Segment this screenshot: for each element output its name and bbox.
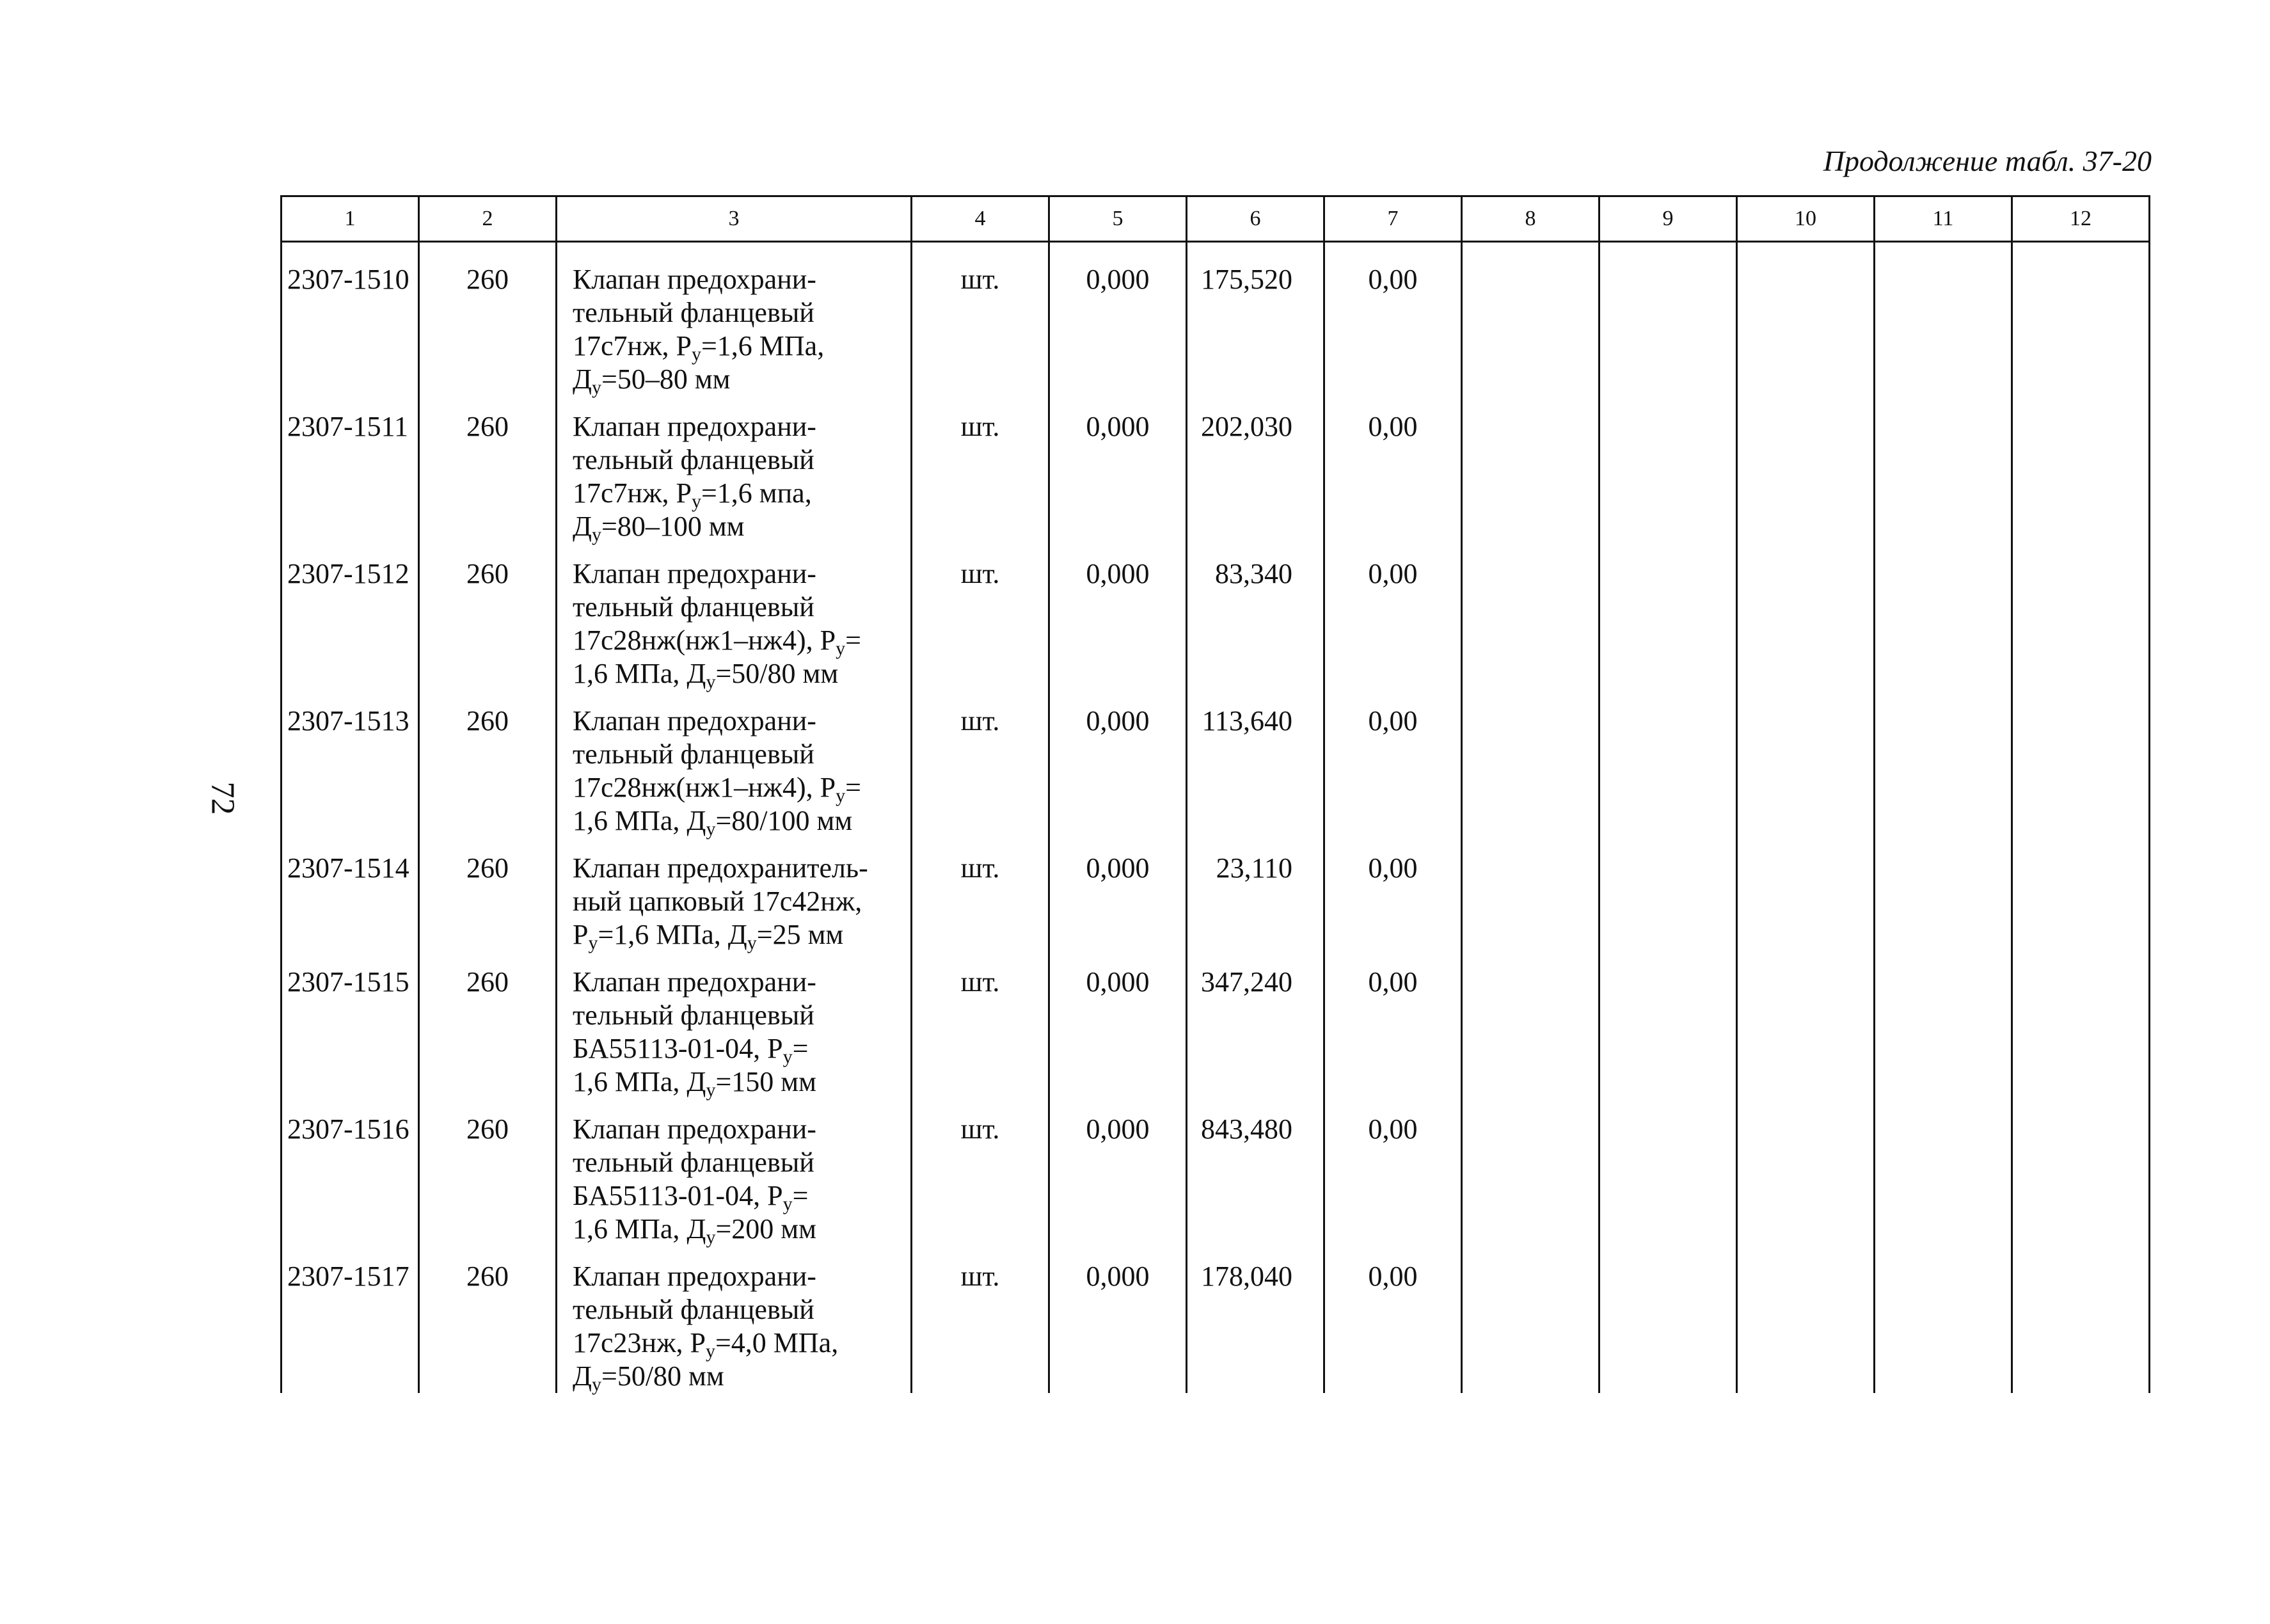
empty-cell-column-12 (2012, 1099, 2150, 1246)
empty-cell-column-11 (1875, 951, 2012, 1099)
description-text: Клапан предохрани- (573, 411, 816, 442)
empty-cell-column-12 (2012, 242, 2150, 397)
description-text: 17с23нж, Р (573, 1327, 706, 1358)
item-group-number: 260 (419, 1246, 557, 1393)
value-column-5: 0,000 (1049, 543, 1187, 690)
item-group-number: 260 (419, 242, 557, 397)
value-column-6: 347,240 (1187, 951, 1324, 1099)
column-number-2: 2 (419, 196, 557, 242)
value-column-5: 0,000 (1049, 690, 1187, 838)
value-column-6: 175,520 (1187, 242, 1324, 397)
column-number-6: 6 (1187, 196, 1324, 242)
description-line (573, 705, 907, 738)
description-line (573, 1032, 907, 1065)
column-number-11: 11 (1875, 196, 2012, 242)
table-row (282, 838, 2150, 951)
item-group-number: 260 (419, 838, 557, 951)
empty-cell-column-10 (1737, 838, 1875, 951)
item-code: 2307-1514 (282, 838, 419, 951)
subscript-text: у (706, 1227, 716, 1248)
value-column-7: 0,00 (1324, 690, 1462, 838)
description-text: Клапан предохрани- (573, 558, 816, 589)
description-line (573, 1113, 907, 1146)
empty-cell-column-9 (1599, 838, 1737, 951)
value-column-6: 178,040 (1187, 1246, 1324, 1393)
value-column-6: 202,030 (1187, 396, 1324, 543)
unit-of-measure: шт. (912, 242, 1049, 397)
empty-cell-column-8 (1462, 543, 1599, 690)
empty-cell-column-12 (2012, 543, 2150, 690)
description-text: =80–100 мм (601, 511, 745, 542)
subscript-text: у (836, 638, 846, 659)
subscript-text: у (747, 932, 757, 953)
description-text: =1,6 мпа, (701, 477, 812, 509)
description-text: 17с7нж, Р (573, 330, 692, 362)
value-column-7: 0,00 (1324, 242, 1462, 397)
description-text: 1,6 МПа, Д (573, 1213, 706, 1245)
item-code: 2307-1517 (282, 1246, 419, 1393)
column-number-9: 9 (1599, 196, 1737, 242)
description-text: =50/80 мм (601, 1360, 724, 1392)
subscript-text: у (691, 491, 701, 512)
empty-cell-column-11 (1875, 838, 2012, 951)
description-line (573, 738, 907, 771)
description-line (573, 1293, 907, 1326)
description-line (573, 363, 907, 396)
value-column-5: 0,000 (1049, 396, 1187, 543)
table-body (282, 242, 2150, 1394)
subscript-text: у (705, 1341, 715, 1362)
empty-cell-column-9 (1599, 1246, 1737, 1393)
value-column-7: 0,00 (1324, 1246, 1462, 1393)
empty-cell-column-8 (1462, 242, 1599, 397)
description-text: БА55113-01-04, Р (573, 1033, 783, 1064)
description-line (573, 443, 907, 477)
description-line (573, 852, 907, 885)
value-column-5: 0,000 (1049, 951, 1187, 1099)
table-row (282, 1246, 2150, 1393)
item-group-number: 260 (419, 690, 557, 838)
value-column-6: 113,640 (1187, 690, 1324, 838)
value-column-6: 83,340 (1187, 543, 1324, 690)
item-code: 2307-1510 (282, 242, 419, 397)
subscript-text: у (588, 932, 598, 953)
description-line (573, 1360, 907, 1393)
unit-of-measure: шт. (912, 1246, 1049, 1393)
description-text: = (792, 1180, 809, 1211)
description-text: =4,0 МПа, (715, 1327, 839, 1358)
item-code: 2307-1516 (282, 1099, 419, 1246)
empty-cell-column-11 (1875, 242, 2012, 397)
description-text: 17с7нж, Р (573, 477, 692, 509)
table-row (282, 242, 2150, 397)
description-line (573, 1179, 907, 1213)
empty-cell-column-11 (1875, 1246, 2012, 1393)
table-row (282, 1099, 2150, 1246)
subscript-text: у (706, 671, 716, 692)
item-code: 2307-1512 (282, 543, 419, 690)
description-text: =50–80 мм (601, 363, 731, 395)
description-text: 1,6 МПа, Д (573, 658, 706, 689)
empty-cell-column-8 (1462, 838, 1599, 951)
description-text: =50/80 мм (715, 658, 839, 689)
description-line (573, 804, 907, 838)
item-description (557, 1099, 912, 1246)
item-group-number: 260 (419, 1099, 557, 1246)
table-continuation-caption: Продолжение табл. 37-20 (1823, 145, 2152, 177)
column-number-4: 4 (912, 196, 1049, 242)
value-column-7: 0,00 (1324, 951, 1462, 1099)
item-description (557, 951, 912, 1099)
description-line (573, 1260, 907, 1293)
empty-cell-column-9 (1599, 1099, 1737, 1246)
description-text: Д (573, 1360, 592, 1392)
description-text: Р (573, 919, 589, 950)
description-line (573, 330, 907, 363)
empty-cell-column-10 (1737, 951, 1875, 1099)
description-text: 1,6 МПа, Д (573, 1066, 706, 1097)
description-line (573, 410, 907, 443)
description-text: тельный фланцевый (573, 999, 814, 1031)
subscript-text: у (782, 1193, 793, 1214)
description-text: Клапан предохрани- (573, 1113, 816, 1145)
column-number-7: 7 (1324, 196, 1462, 242)
description-line (573, 1326, 907, 1360)
empty-cell-column-12 (2012, 1246, 2150, 1393)
description-line (573, 296, 907, 330)
item-description (557, 690, 912, 838)
description-text: Клапан предохрани- (573, 966, 816, 998)
subscript-text: у (782, 1046, 793, 1067)
description-text: =25 мм (756, 919, 844, 950)
page-number: 72 (204, 781, 241, 815)
subscript-text: у (836, 785, 846, 806)
empty-cell-column-9 (1599, 690, 1737, 838)
description-text: тельный фланцевый (573, 1294, 814, 1325)
empty-cell-column-8 (1462, 690, 1599, 838)
empty-cell-column-10 (1737, 1246, 1875, 1393)
description-line (573, 510, 907, 543)
description-line (573, 771, 907, 804)
value-column-7: 0,00 (1324, 838, 1462, 951)
item-group-number: 260 (419, 396, 557, 543)
column-number-row (282, 196, 2150, 242)
description-line (573, 263, 907, 296)
description-text: =1,6 МПа, (701, 330, 825, 362)
description-text: тельный фланцевый (573, 1147, 814, 1178)
value-column-5: 0,000 (1049, 242, 1187, 397)
description-line (573, 918, 907, 951)
description-text: Клапан предохрани- (573, 1261, 816, 1292)
value-column-6: 23,110 (1187, 838, 1324, 951)
description-text: БА55113-01-04, Р (573, 1180, 783, 1211)
table-row (282, 396, 2150, 543)
description-line (573, 885, 907, 918)
description-text: Клапан предохранитель- (573, 852, 868, 884)
description-text: =1,6 МПа, Д (598, 919, 747, 950)
empty-cell-column-9 (1599, 242, 1737, 397)
description-text: тельный фланцевый (573, 444, 814, 475)
description-text: тельный фланцевый (573, 591, 814, 623)
item-code: 2307-1513 (282, 690, 419, 838)
item-group-number: 260 (419, 543, 557, 690)
empty-cell-column-10 (1737, 1099, 1875, 1246)
description-text: = (845, 772, 861, 803)
table-row (282, 951, 2150, 1099)
description-text: тельный фланцевый (573, 738, 814, 770)
description-text: = (792, 1033, 809, 1064)
empty-cell-column-11 (1875, 543, 2012, 690)
subscript-text: у (691, 344, 701, 365)
empty-cell-column-8 (1462, 396, 1599, 543)
unit-of-measure: шт. (912, 838, 1049, 951)
empty-cell-column-11 (1875, 396, 2012, 543)
description-text: Д (573, 363, 592, 395)
price-table (280, 195, 2150, 1393)
subscript-text: у (592, 524, 602, 545)
description-line (573, 591, 907, 624)
subscript-text: у (592, 1374, 602, 1395)
unit-of-measure: шт. (912, 951, 1049, 1099)
description-text: = (845, 625, 861, 656)
unit-of-measure: шт. (912, 690, 1049, 838)
column-number-5: 5 (1049, 196, 1187, 242)
subscript-text: у (706, 1079, 716, 1101)
empty-cell-column-12 (2012, 951, 2150, 1099)
column-number-8: 8 (1462, 196, 1599, 242)
empty-cell-column-12 (2012, 396, 2150, 543)
unit-of-measure: шт. (912, 1099, 1049, 1246)
description-text: =150 мм (715, 1066, 816, 1097)
description-text: Клапан предохрани- (573, 264, 816, 295)
table-row (282, 690, 2150, 838)
column-number-10: 10 (1737, 196, 1875, 242)
empty-cell-column-8 (1462, 1099, 1599, 1246)
description-text: ный цапковый 17с42нж, (573, 886, 862, 917)
description-text: 1,6 МПа, Д (573, 805, 706, 836)
description-line (573, 1065, 907, 1099)
table-row (282, 543, 2150, 690)
value-column-5: 0,000 (1049, 1246, 1187, 1393)
value-column-7: 0,00 (1324, 396, 1462, 543)
empty-cell-column-9 (1599, 951, 1737, 1099)
empty-cell-column-8 (1462, 951, 1599, 1099)
unit-of-measure: шт. (912, 543, 1049, 690)
value-column-5: 0,000 (1049, 838, 1187, 951)
empty-cell-column-11 (1875, 1099, 2012, 1246)
empty-cell-column-9 (1599, 396, 1737, 543)
item-code: 2307-1515 (282, 951, 419, 1099)
description-line (573, 1146, 907, 1179)
column-number-12: 12 (2012, 196, 2150, 242)
description-line (573, 477, 907, 510)
description-text: =80/100 мм (715, 805, 853, 836)
empty-cell-column-12 (2012, 690, 2150, 838)
column-number-3: 3 (557, 196, 912, 242)
item-description (557, 396, 912, 543)
description-text: 17с28нж(нж1–нж4), Р (573, 772, 836, 803)
value-column-6: 843,480 (1187, 1099, 1324, 1246)
empty-cell-column-8 (1462, 1246, 1599, 1393)
description-text: тельный фланцевый (573, 297, 814, 328)
unit-of-measure: шт. (912, 396, 1049, 543)
item-group-number: 260 (419, 951, 557, 1099)
description-text: 17с28нж(нж1–нж4), Р (573, 625, 836, 656)
empty-cell-column-10 (1737, 543, 1875, 690)
value-column-7: 0,00 (1324, 543, 1462, 690)
description-text: Клапан предохрани- (573, 705, 816, 736)
item-description (557, 242, 912, 397)
item-description (557, 838, 912, 951)
empty-cell-column-11 (1875, 690, 2012, 838)
description-line (573, 966, 907, 999)
description-line (573, 657, 907, 690)
subscript-text: у (592, 377, 602, 398)
description-line (573, 624, 907, 657)
empty-cell-column-10 (1737, 690, 1875, 838)
description-line (573, 557, 907, 591)
description-line (573, 999, 907, 1032)
value-column-7: 0,00 (1324, 1099, 1462, 1246)
empty-cell-column-10 (1737, 242, 1875, 397)
item-description (557, 543, 912, 690)
description-text: =200 мм (715, 1213, 816, 1245)
empty-cell-column-9 (1599, 543, 1737, 690)
empty-cell-column-10 (1737, 396, 1875, 543)
value-column-5: 0,000 (1049, 1099, 1187, 1246)
column-number-1: 1 (282, 196, 419, 242)
description-line (573, 1213, 907, 1246)
item-code: 2307-1511 (282, 396, 419, 543)
empty-cell-column-12 (2012, 838, 2150, 951)
description-text: Д (573, 511, 592, 542)
item-description (557, 1246, 912, 1393)
subscript-text: у (706, 818, 716, 840)
